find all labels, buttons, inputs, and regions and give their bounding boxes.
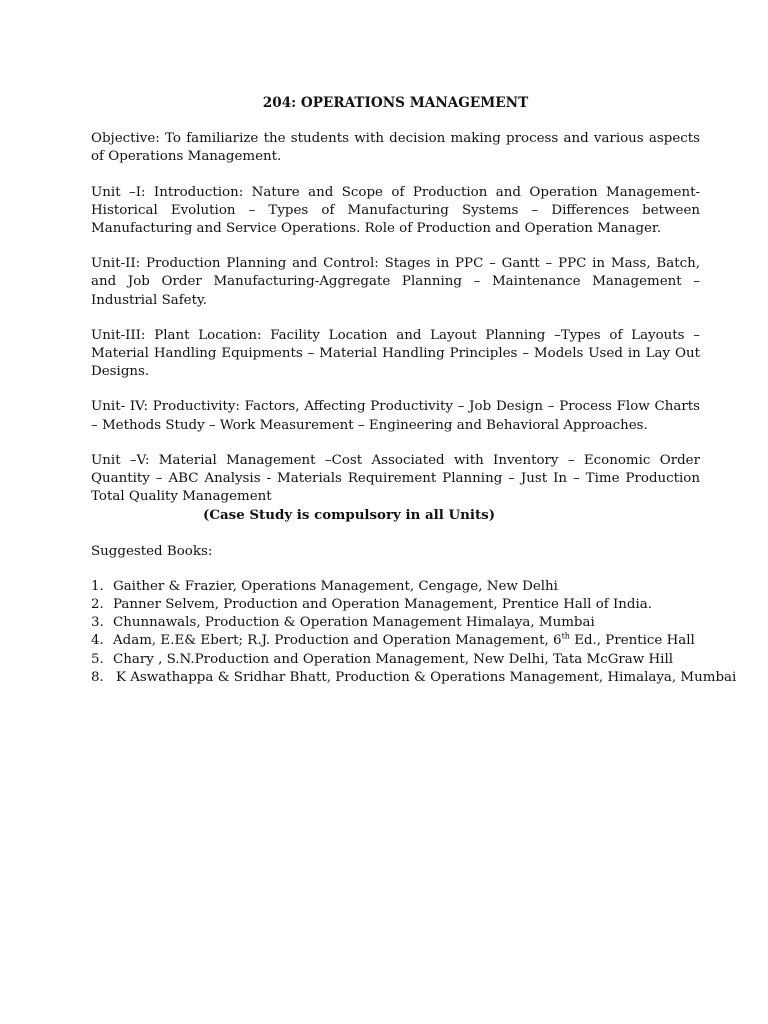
books-list: [91, 578, 737, 687]
list-item-text: Gaither & Frazier, Operations Management, Cengage, New Delhi: [113, 578, 558, 594]
list-item: [91, 651, 700, 669]
list-item: [91, 578, 700, 596]
list-item-number: 2.: [91, 597, 104, 613]
unit-5-paragraph: Unit –V: Material Management –Cost Associated with Inventory – Economic Order Quantity – ABC Analysis - Materials Requirement Planning – Just In – Time Production Total Quality Management: [91, 452, 700, 505]
case-study-note: (Case Study is compulsory in all Units): [203, 507, 496, 524]
objective-paragraph: Objective: To familiarize the students with decision making process and various aspects of Operations Management.: [91, 131, 700, 165]
list-item-text: K Aswathappa & Sridhar Bhatt, Production & Operations Management, Himalaya, Mumbai: [116, 669, 737, 685]
list-item-text-part: Ed., Prentice Hall: [569, 633, 695, 649]
list-item-text: Chunnawals, Production & Operation Management Himalaya, Mumbai: [113, 615, 595, 631]
list-item-number: 4.: [91, 633, 104, 649]
superscript: th: [561, 632, 570, 641]
unit-4-paragraph: Unit- IV: Productivity: Factors, Affecting Productivity – Job Design – Process Flow Charts – Methods Study – Work Measurement – Engineering and Behavioral Approaches.: [91, 399, 700, 433]
list-item-text-part: Adam, E.E& Ebert; R.J. Production and Operation Management, 6: [113, 633, 562, 649]
list-item-text: [113, 632, 695, 650]
list-item-text: Panner Selvem, Production and Operation Management, Prentice Hall of India.: [113, 597, 652, 613]
suggested-books-heading: Suggested Books:: [91, 543, 213, 559]
list-item-text: Chary , S.N.Production and Operation Management, New Delhi, Tata McGraw Hill: [113, 651, 674, 667]
unit-2-paragraph: Unit-II: Production Planning and Control: Stages in PPC – Gantt – PPC in Mass, Batch, and Job Order Manufacturing-Aggregate Planning – Maintenance Management – Industrial Safety.: [91, 256, 700, 308]
list-item-number: 8.: [91, 669, 104, 685]
list-item: [91, 632, 700, 650]
list-item-number: 5.: [91, 651, 104, 667]
list-item-number: 1.: [91, 578, 104, 594]
unit-3-paragraph: Unit-III: Plant Location: Facility Location and Layout Planning –Types of Layouts – Material Handling Equipments – Material Handling Principles – Models Used in Lay Out Designs.: [91, 327, 700, 380]
list-item: [91, 669, 737, 687]
list-item-number: 3.: [91, 615, 104, 631]
list-item: [91, 614, 700, 632]
document-page: [91, 94, 737, 687]
document-title: 204: OPERATIONS MANAGEMENT: [262, 95, 529, 111]
unit-1-paragraph: Unit –I: Introduction: Nature and Scope of Production and Operation Management- Historical Evolution – Types of Manufacturing Systems – Differences between Manufacturing and Service Operations. Role of Production and Operation Manager.: [91, 184, 700, 237]
list-item: [91, 596, 700, 614]
